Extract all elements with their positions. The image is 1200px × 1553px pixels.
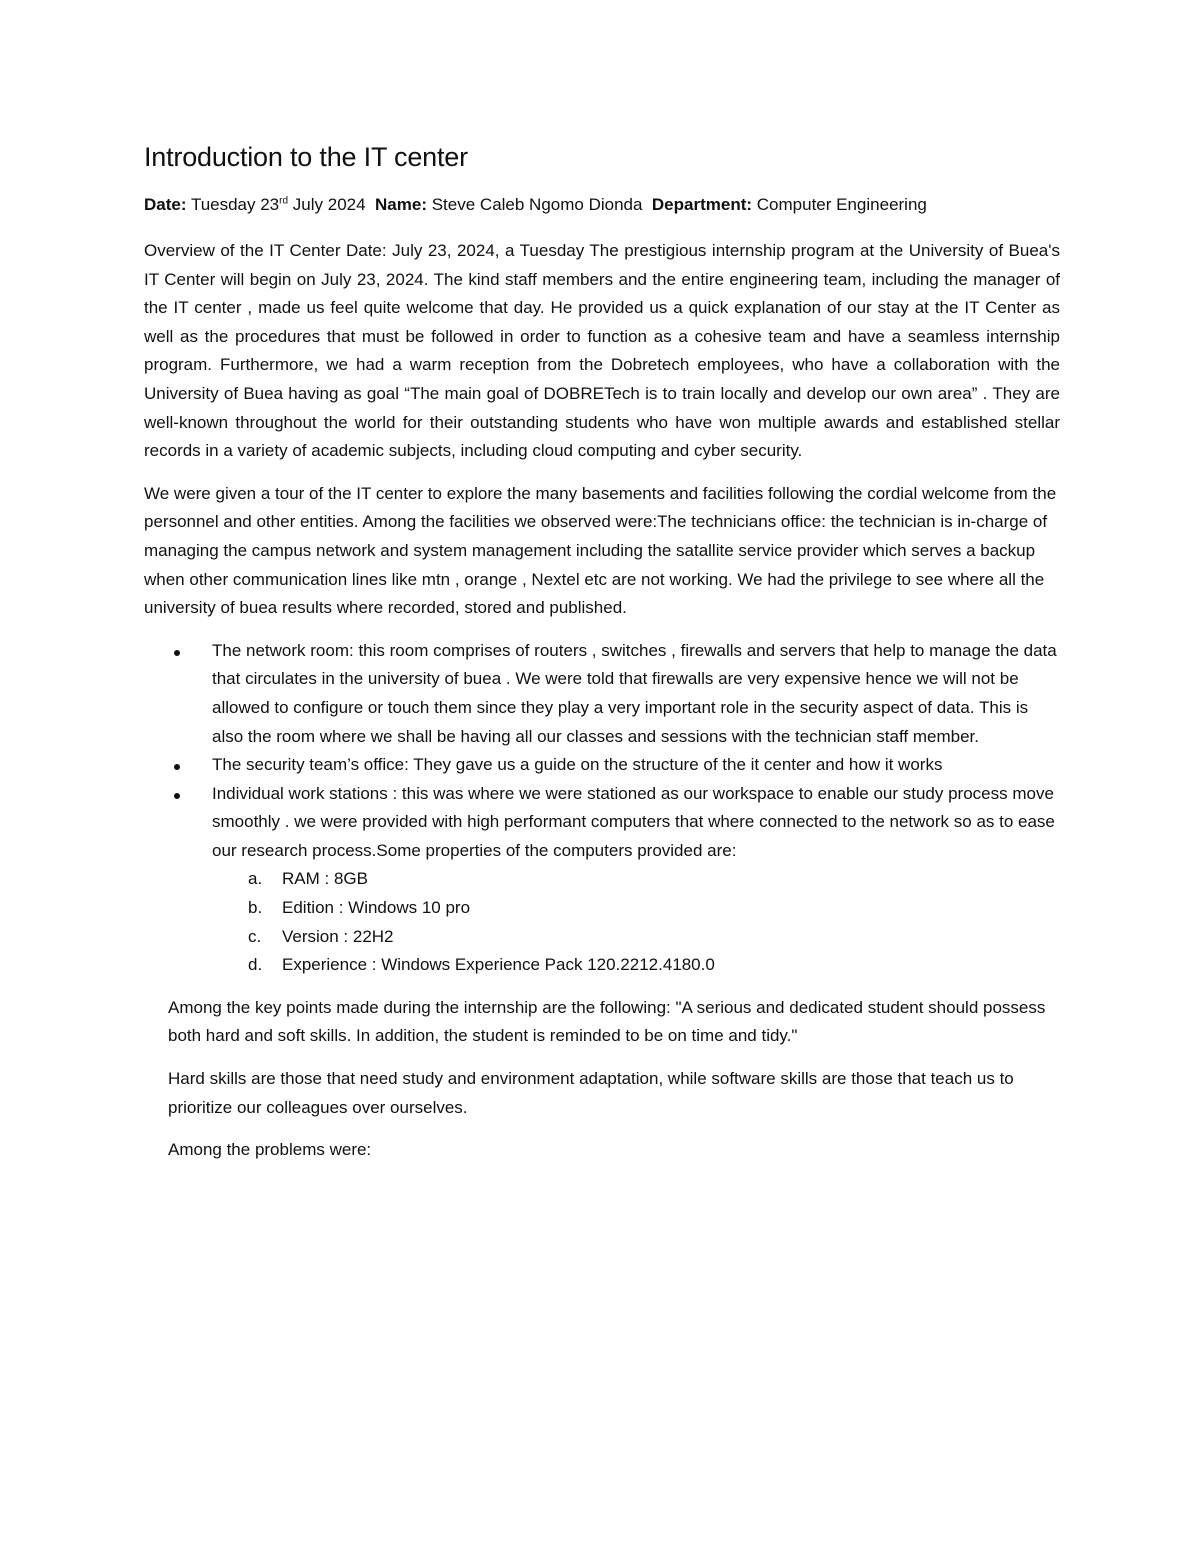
date-value: Tuesday 23rd July 2024 (190, 195, 366, 214)
list-item: Individual work stations : this was where we were stationed as our workspace to enable our study process move smoothly . we were provided with high performant computers that where connected to the network so as to ease our research process.Some properties of the computers provided are: a. RAM : 8GB b. Edition : Windows 10 pro c. Version : 22H2 d. Experience : Windows Experience Pack 120.2212.4180.0 (168, 780, 1060, 980)
property-item: d. Experience : Windows Experience Pack 120.2212.4180.0 (248, 955, 715, 975)
meta-line (144, 195, 1060, 215)
page-title: Introduction to the IT center (144, 142, 468, 172)
department-value: Computer Engineering (756, 195, 927, 214)
date-label: Date: (144, 195, 187, 214)
bullet-icon (174, 650, 180, 656)
property-item: a. RAM : 8GB (248, 869, 368, 889)
list-item: The security team’s office: They gave us a guide on the structure of the it center and how it works (168, 751, 1060, 780)
property-item: c. Version : 22H2 (248, 926, 394, 946)
name-value: Steve Caleb Ngomo Dionda (431, 195, 643, 214)
paragraph-overview: Overview of the IT Center Date: July 23, 2024, a Tuesday The prestigious internship program at the University of Buea's IT Center will begin on July 23, 2024. The kind staff members and the entire engineering team, including the manager of the IT center , made us feel quite welcome that day. He provided us a quick explanation of our stay at the IT Center as well as the procedures that must be followed in order to function as a cohesive team and have a seamless internship program. Furthermore, we had a warm reception from the Dobretech employees, who have a collaboration with the University of Buea having as goal “The main goal of DOBRETech is to train locally and develop our own area” . They are well-known throughout the world for their outstanding students who have won multiple awards and established stellar records in a variety of academic subjects, including cloud computing and cyber security. (144, 241, 1060, 461)
property-item: b. Edition : Windows 10 pro (248, 898, 471, 918)
bullet-icon (174, 764, 180, 770)
facilities-list (144, 637, 1060, 980)
name-label: Name: (375, 195, 427, 214)
computer-properties-list (212, 865, 1060, 979)
paragraph-tour: We were given a tour of the IT center to explore the many basements and facilities following the cordial welcome from the personnel and other entities. Among the facilities we observed were:The technicians office: the technician is in-charge of managing the campus network and system management including the satallite service provider which serves a backup when other communication lines like mtn , orange , Nextel etc are not working. We had the privilege to see where all the university of buea results where recorded, stored and published. (144, 483, 1057, 618)
bullet-icon (174, 793, 180, 799)
paragraph-problems: Among the problems were: (168, 1140, 372, 1160)
paragraph-skills: Hard skills are those that need study and environment adaptation, while software skills are those that teach us to prioritize our colleagues over ourselves. (168, 1069, 1014, 1117)
list-item: The network room: this room comprises of routers , switches , firewalls and servers that help to manage the data that circulates in the university of buea . We were told that firewalls are very expensive hence we will not be allowed to configure or touch them since they play a very important role in the security aspect of data. This is also the room where we shall be having all our classes and sessions with the technician staff member. (168, 637, 1060, 751)
department-label: Department: (651, 195, 753, 214)
paragraph-key-points: Among the key points made during the internship are the following: "A serious and dedicated student should possess both hard and soft skills. In addition, the student is reminded to be on time and tidy." (168, 997, 1046, 1046)
